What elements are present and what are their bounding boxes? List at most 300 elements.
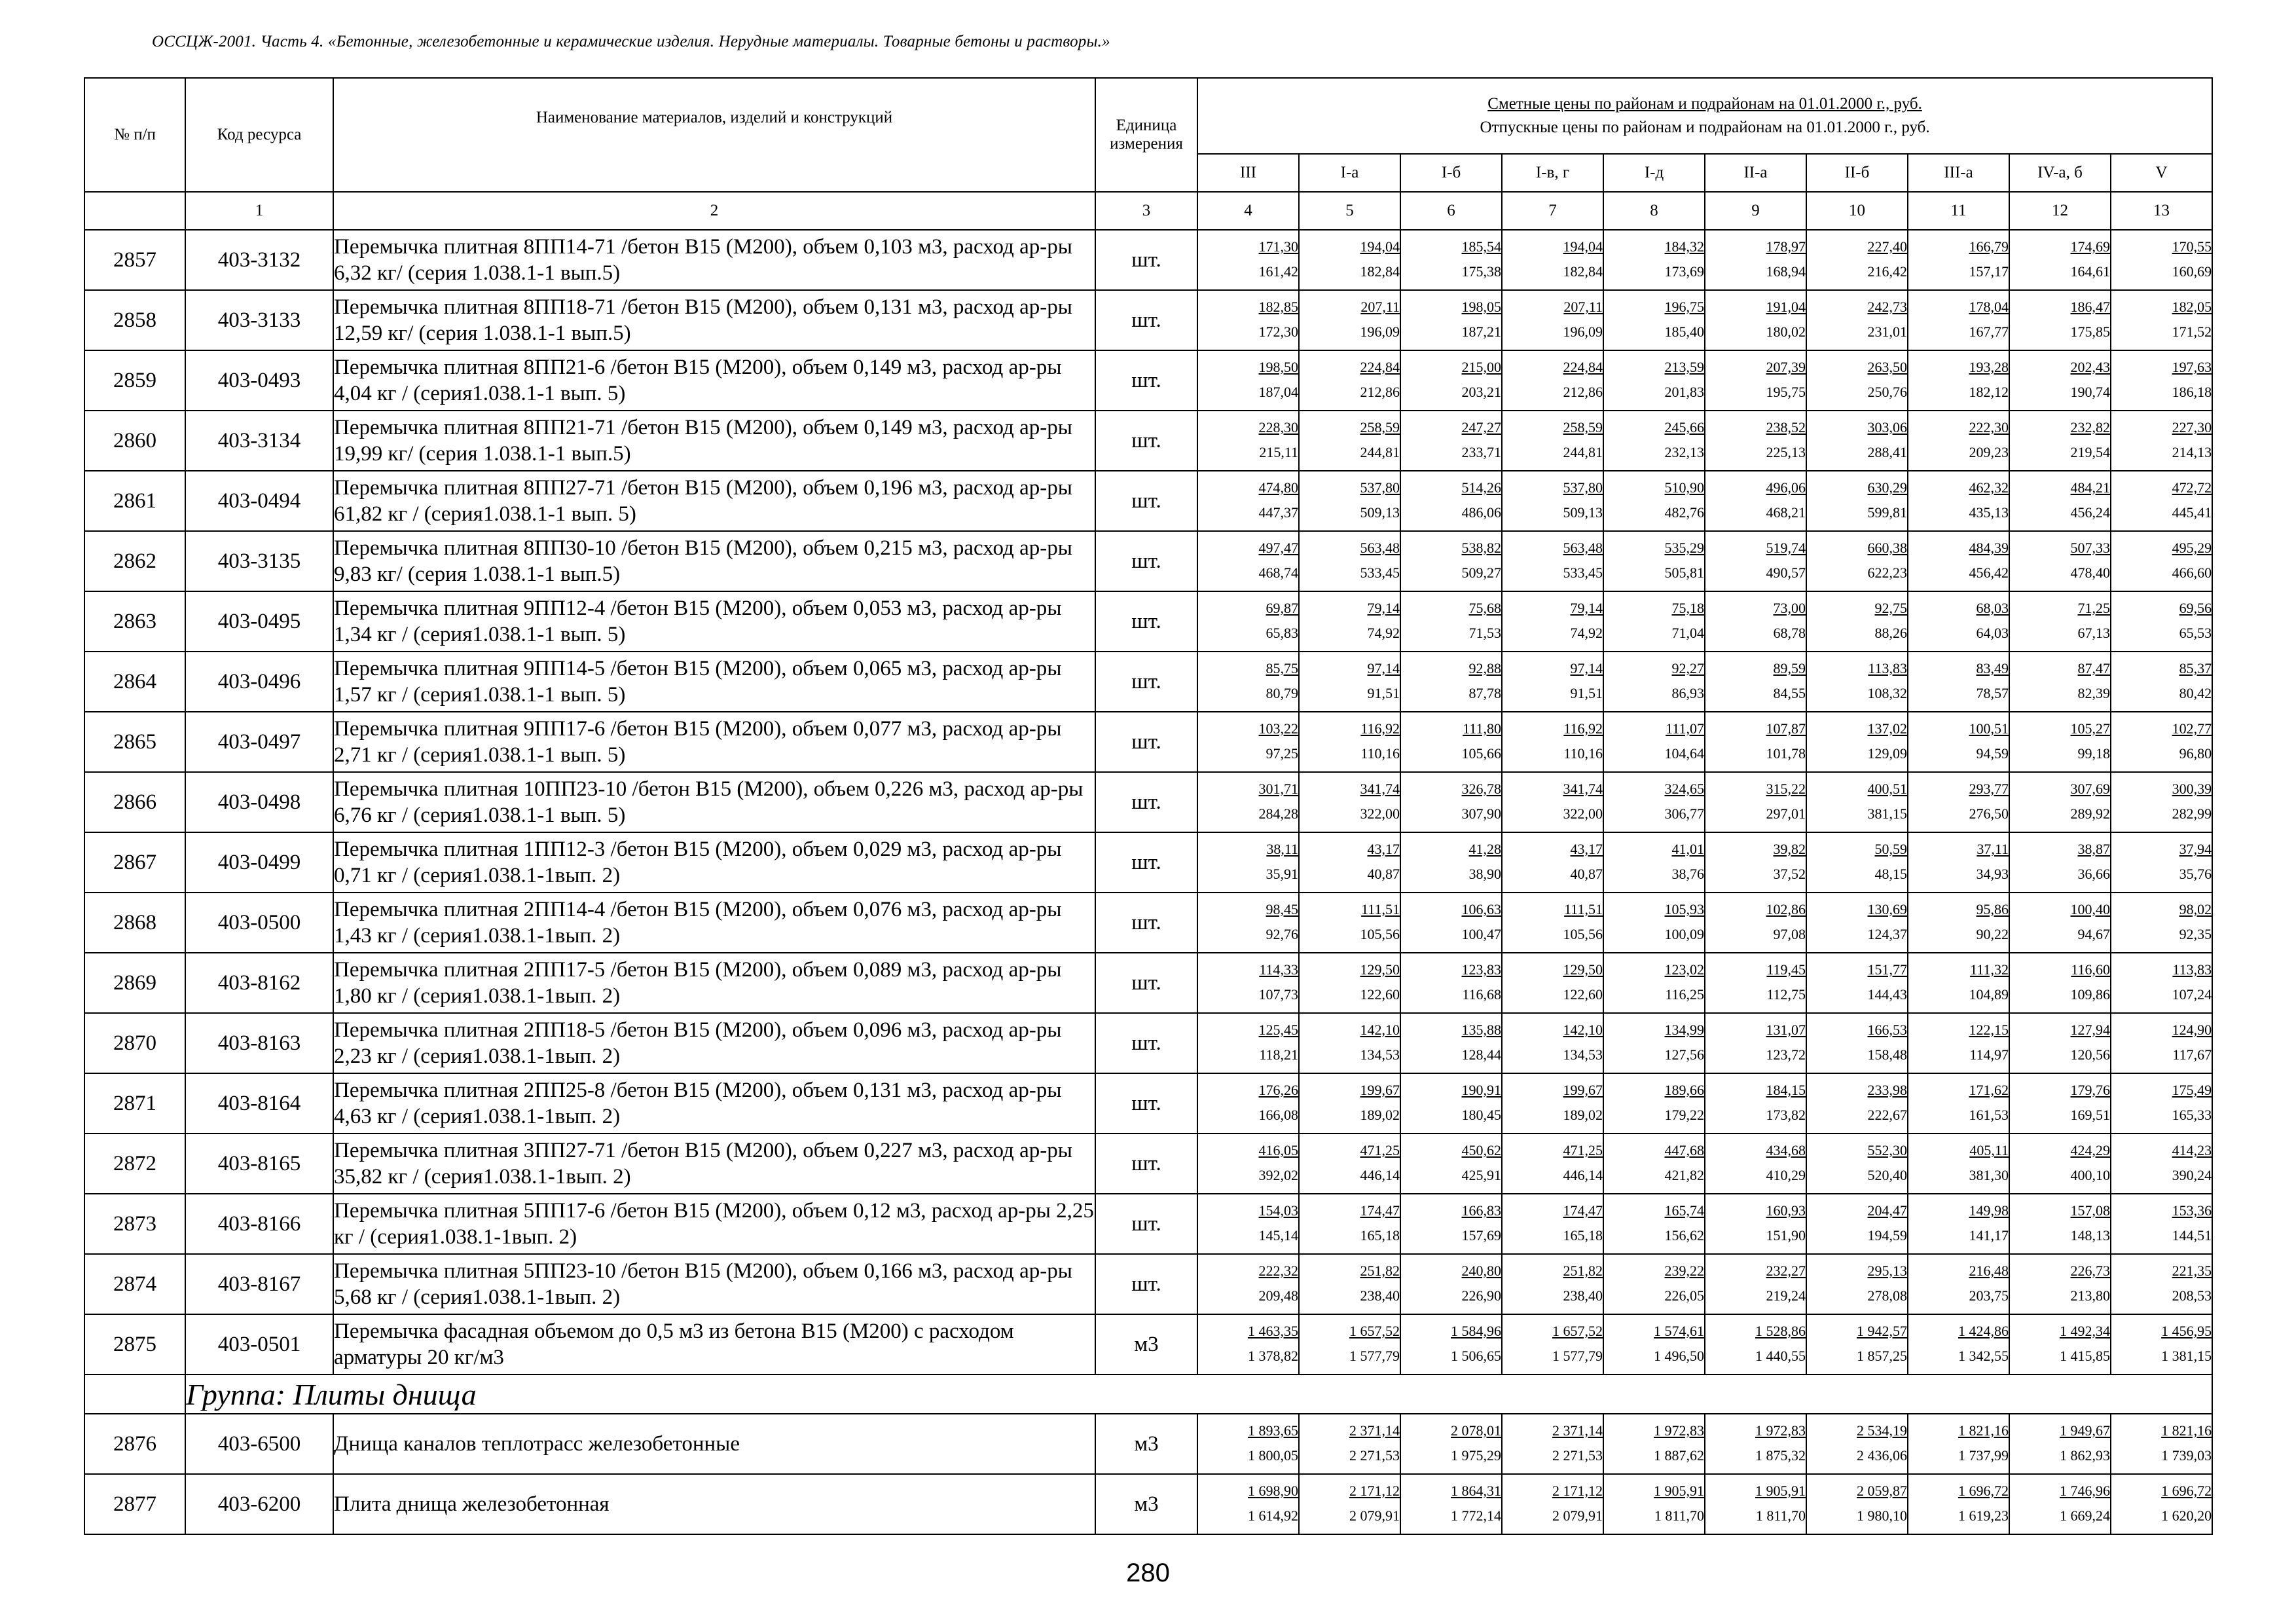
- release-price: 165,33: [2172, 1107, 2212, 1123]
- release-price: 209,23: [1969, 444, 2009, 460]
- price-cell: [1806, 1194, 1908, 1254]
- release-price: 222,67: [1867, 1107, 1907, 1123]
- estimate-price: 1 463,35: [1248, 1323, 1298, 1339]
- release-price: 122,60: [1360, 986, 1400, 1003]
- estimate-price: 111,51: [1564, 901, 1603, 917]
- price-cell: [1197, 1013, 1299, 1073]
- price-cell: [2111, 591, 2212, 652]
- estimate-price: 224,84: [1563, 359, 1603, 375]
- price-cell: [1299, 1073, 1400, 1134]
- price-cell: [1908, 1414, 2009, 1474]
- release-price: 1 980,10: [1857, 1507, 1907, 1524]
- release-price: 97,25: [1266, 745, 1298, 762]
- price-cell: [1299, 772, 1400, 832]
- estimate-price: 79,14: [1367, 600, 1400, 616]
- release-price: 189,02: [1563, 1107, 1603, 1123]
- material-name: Перемычка фасадная объемом до 0,5 м3 из бетона В15 (М200) с расходом арматуры 20 кг/м3: [333, 1314, 1095, 1375]
- release-price: 92,35: [2179, 926, 2212, 942]
- price-cell: [1400, 411, 1502, 471]
- row-number: 2869: [84, 953, 185, 1013]
- release-price: 110,16: [1563, 745, 1603, 762]
- material-name: Перемычка плитная 9ПП17-6 /бетон В15 (М200), объем 0,077 м3, расход ар-ры 2,71 кг / (серия1.038.1-1 вып. 5): [333, 712, 1095, 772]
- resource-code: 403-8164: [185, 1073, 333, 1134]
- price-cell: [1502, 893, 1603, 953]
- price-cell: [1502, 1254, 1603, 1314]
- release-price: 117,67: [2172, 1046, 2212, 1063]
- estimate-price: 222,30: [1969, 419, 2009, 435]
- price-cell: [1197, 1254, 1299, 1314]
- release-price: 226,90: [1461, 1287, 1501, 1304]
- release-price: 180,02: [1766, 323, 1806, 340]
- estimate-price: 111,80: [1463, 720, 1501, 737]
- estimate-price: 166,53: [1867, 1022, 1907, 1038]
- release-price: 104,64: [1664, 745, 1704, 762]
- material-name: Перемычка плитная 9ПП14-5 /бетон В15 (М200), объем 0,065 м3, расход ар-ры 1,57 кг / (серия1.038.1-1 вып. 5): [333, 652, 1095, 712]
- release-price: 322,00: [1360, 805, 1400, 822]
- release-price: 157,69: [1461, 1227, 1501, 1244]
- estimate-price: 535,29: [1664, 540, 1704, 556]
- release-price: 65,83: [1266, 625, 1298, 641]
- price-cell: [2009, 591, 2111, 652]
- release-price: 87,78: [1468, 685, 1501, 701]
- price-cell: [2009, 1474, 2111, 1534]
- price-cell: [1400, 1474, 1502, 1534]
- release-price: 74,92: [1570, 625, 1603, 641]
- estimate-price: 175,49: [2172, 1082, 2212, 1098]
- release-price: 166,08: [1258, 1107, 1298, 1123]
- release-price: 1 577,79: [1552, 1348, 1603, 1364]
- price-cell: [1603, 1013, 1705, 1073]
- group-title: Группа: Плиты днища: [185, 1375, 2212, 1414]
- release-price: 1 506,65: [1451, 1348, 1501, 1364]
- release-price: 114,97: [1969, 1046, 2009, 1063]
- price-cell: [2111, 290, 2212, 350]
- estimate-price: 113,83: [2172, 961, 2212, 978]
- estimate-price: 125,45: [1258, 1022, 1298, 1038]
- material-name: Перемычка плитная 8ПП27-71 /бетон В15 (М200), объем 0,196 м3, расход ар-ры 61,82 кг / (серия1.038.1-1 вып. 5): [333, 471, 1095, 531]
- release-price: 88,26: [1874, 625, 1907, 641]
- row-number: 2861: [84, 471, 185, 531]
- price-cell: [1502, 350, 1603, 411]
- price-cell: [1705, 471, 1806, 531]
- region-header: II-а: [1705, 154, 1806, 192]
- estimate-price: 107,87: [1766, 720, 1806, 737]
- release-price: 2 271,53: [1349, 1447, 1400, 1464]
- unit-of-measure: шт.: [1095, 591, 1197, 652]
- release-price: 421,82: [1664, 1167, 1704, 1183]
- price-cell: [1502, 1474, 1603, 1534]
- price-cell: [1908, 290, 2009, 350]
- price-cell: [1806, 1254, 1908, 1314]
- estimate-price: 221,35: [2172, 1263, 2212, 1279]
- release-price: 307,90: [1461, 805, 1501, 822]
- estimate-price: 122,15: [1969, 1022, 2009, 1038]
- release-price: 238,40: [1360, 1287, 1400, 1304]
- estimate-price: 232,82: [2070, 419, 2110, 435]
- unit-of-measure: шт.: [1095, 1013, 1197, 1073]
- release-price: 466,60: [2172, 564, 2212, 581]
- estimate-price: 39,82: [1773, 841, 1806, 857]
- estimate-price: 447,68: [1664, 1142, 1704, 1158]
- price-cell: [1806, 531, 1908, 591]
- release-price: 400,10: [2070, 1167, 2110, 1183]
- release-price: 1 381,15: [2161, 1348, 2212, 1364]
- estimate-price: 1 905,91: [1654, 1483, 1704, 1499]
- release-price: 456,24: [2070, 504, 2110, 521]
- price-cell: [1705, 1254, 1806, 1314]
- table-row: [84, 471, 2212, 531]
- price-cell: [1806, 652, 1908, 712]
- estimate-price: 414,23: [2172, 1142, 2212, 1158]
- estimate-price: 2 078,01: [1451, 1422, 1501, 1439]
- column-number: 6: [1400, 192, 1502, 230]
- price-cell: [1603, 1474, 1705, 1534]
- estimate-price: 507,33: [2070, 540, 2110, 556]
- estimate-price: 129,50: [1360, 961, 1400, 978]
- estimate-price: 119,45: [1766, 961, 1806, 978]
- release-price: 447,37: [1258, 504, 1298, 521]
- resource-code: 403-8165: [185, 1134, 333, 1194]
- price-cell: [2111, 652, 2212, 712]
- price-cell: [2111, 531, 2212, 591]
- estimate-price: 1 821,16: [2161, 1422, 2212, 1439]
- release-price: 128,44: [1461, 1046, 1501, 1063]
- release-price: 36,66: [2077, 866, 2110, 882]
- price-cell: [1603, 230, 1705, 290]
- estimate-price: 472,72: [2172, 479, 2212, 496]
- release-price: 1 496,50: [1654, 1348, 1704, 1364]
- price-cell: [2009, 772, 2111, 832]
- price-cell: [1197, 230, 1299, 290]
- estimate-price: 179,76: [2070, 1082, 2110, 1098]
- price-cell: [2009, 531, 2111, 591]
- price-cell: [1502, 531, 1603, 591]
- release-price: 38,76: [1671, 866, 1704, 882]
- table-row: [84, 1194, 2212, 1254]
- release-price: 145,14: [1258, 1227, 1298, 1244]
- price-cell: [1806, 471, 1908, 531]
- price-cell: [1502, 953, 1603, 1013]
- release-price: 478,40: [2070, 564, 2110, 581]
- group-spacer: [84, 1375, 185, 1414]
- table-row: [84, 1314, 2212, 1375]
- estimate-price: 295,13: [1867, 1263, 1907, 1279]
- price-cell: [1299, 712, 1400, 772]
- release-price: 86,93: [1671, 685, 1704, 701]
- estimate-price: 199,67: [1563, 1082, 1603, 1098]
- estimate-price: 134,99: [1664, 1022, 1704, 1038]
- estimate-price: 1 821,16: [1958, 1422, 2009, 1439]
- estimate-price: 495,29: [2172, 540, 2212, 556]
- release-price: 108,32: [1867, 685, 1907, 701]
- region-header: V: [2111, 154, 2212, 192]
- release-price: 288,41: [1867, 444, 1907, 460]
- estimate-price: 38,11: [1266, 841, 1298, 857]
- estimate-price: 301,71: [1258, 781, 1298, 797]
- release-price: 456,42: [1969, 564, 2009, 581]
- row-number: 2867: [84, 832, 185, 893]
- estimate-price: 142,10: [1563, 1022, 1603, 1038]
- price-cell: [1197, 1194, 1299, 1254]
- estimate-price: 1 696,72: [2161, 1483, 2212, 1499]
- estimate-price: 660,38: [1867, 540, 1907, 556]
- release-price: 127,56: [1664, 1046, 1704, 1063]
- table-row: [84, 290, 2212, 350]
- row-number: 2875: [84, 1314, 185, 1375]
- price-cell: [2009, 1194, 2111, 1254]
- estimate-price: 238,52: [1766, 419, 1806, 435]
- estimate-price: 228,30: [1258, 419, 1298, 435]
- price-cell: [1400, 591, 1502, 652]
- price-cell: [1197, 350, 1299, 411]
- estimate-price: 154,03: [1258, 1202, 1298, 1219]
- table-row: [84, 893, 2212, 953]
- column-number: 13: [2111, 192, 2212, 230]
- release-price: 203,75: [1969, 1287, 2009, 1304]
- price-cell: [1705, 652, 1806, 712]
- price-cell: [1400, 712, 1502, 772]
- estimate-price: 170,55: [2172, 238, 2212, 255]
- unit-of-measure: шт.: [1095, 290, 1197, 350]
- release-price: 161,53: [1969, 1107, 2009, 1123]
- estimate-price: 75,18: [1671, 600, 1704, 616]
- release-price: 1 811,70: [1755, 1507, 1806, 1524]
- estimate-price: 79,14: [1570, 600, 1603, 616]
- estimate-price: 240,80: [1461, 1263, 1501, 1279]
- release-price: 82,39: [2077, 685, 2110, 701]
- price-cell: [1908, 1134, 2009, 1194]
- release-price: 107,24: [2172, 986, 2212, 1003]
- estimate-price: 186,47: [2070, 299, 2110, 315]
- estimate-price: 198,50: [1258, 359, 1298, 375]
- estimate-price: 37,94: [2179, 841, 2212, 857]
- estimate-price: 69,87: [1266, 600, 1298, 616]
- price-cell: [1705, 772, 1806, 832]
- release-price: 158,48: [1867, 1046, 1907, 1063]
- column-number: 3: [1095, 192, 1197, 230]
- price-cell: [2111, 350, 2212, 411]
- price-cell: [1502, 1194, 1603, 1254]
- price-cell: [1603, 652, 1705, 712]
- price-cell: [1806, 591, 1908, 652]
- estimate-price: 123,83: [1461, 961, 1501, 978]
- price-cell: [1400, 230, 1502, 290]
- estimate-price: 204,47: [1867, 1202, 1907, 1219]
- release-price: 38,90: [1468, 866, 1501, 882]
- release-price: 435,13: [1969, 504, 2009, 521]
- material-name: Днища каналов теплотрасс железобетонные: [333, 1414, 1095, 1474]
- estimate-price: 303,06: [1867, 419, 1907, 435]
- price-cell: [2009, 230, 2111, 290]
- estimate-price: 116,92: [1360, 720, 1400, 737]
- prices-title-release: Отпускные цены по районам и подрайонам на 01.01.2000 г., руб.: [1480, 119, 1930, 136]
- region-header: I-б: [1400, 154, 1502, 192]
- price-cell: [1705, 1194, 1806, 1254]
- material-name: Перемычка плитная 5ПП17-6 /бетон В15 (М200), объем 0,12 м3, расход ар-ры 2,25 кг / (серия1.038.1-1вып. 2): [333, 1194, 1095, 1254]
- unit-of-measure: шт.: [1095, 712, 1197, 772]
- estimate-price: 111,32: [1970, 961, 2009, 978]
- release-price: 118,21: [1259, 1046, 1298, 1063]
- estimate-price: 233,98: [1867, 1082, 1907, 1098]
- release-price: 1 415,85: [2060, 1348, 2110, 1364]
- price-cell: [1603, 712, 1705, 772]
- estimate-price: 1 657,52: [1349, 1323, 1400, 1339]
- price-cell: [2111, 772, 2212, 832]
- price-cell: [1908, 1314, 2009, 1375]
- price-cell: [1705, 712, 1806, 772]
- release-price: 468,74: [1258, 564, 1298, 581]
- table-row: [84, 712, 2212, 772]
- estimate-price: 245,66: [1664, 419, 1704, 435]
- release-price: 1 614,92: [1248, 1507, 1298, 1524]
- release-price: 1 857,25: [1857, 1348, 1907, 1364]
- price-cell: [1197, 1134, 1299, 1194]
- price-cell: [1502, 1134, 1603, 1194]
- estimate-price: 2 371,14: [1552, 1422, 1603, 1439]
- price-cell: [1502, 832, 1603, 893]
- release-price: 101,78: [1766, 745, 1806, 762]
- release-price: 509,27: [1461, 564, 1501, 581]
- release-price: 490,57: [1766, 564, 1806, 581]
- estimate-price: 1 492,34: [2060, 1323, 2110, 1339]
- release-price: 1 811,70: [1654, 1507, 1704, 1524]
- resource-code: 403-0498: [185, 772, 333, 832]
- estimate-price: 171,30: [1258, 238, 1298, 255]
- release-price: 124,37: [1867, 926, 1907, 942]
- estimate-price: 43,17: [1367, 841, 1400, 857]
- unit-of-measure: м3: [1095, 1474, 1197, 1534]
- row-number: 2872: [84, 1134, 185, 1194]
- price-cell: [2009, 712, 2111, 772]
- release-price: 212,86: [1563, 384, 1603, 400]
- column-number: 7: [1502, 192, 1603, 230]
- estimate-price: 182,05: [2172, 299, 2212, 315]
- estimate-price: 83,49: [1976, 660, 2009, 676]
- release-price: 622,23: [1867, 564, 1907, 581]
- price-cell: [1806, 1013, 1908, 1073]
- estimate-price: 1 424,86: [1958, 1323, 2009, 1339]
- material-name: Перемычка плитная 5ПП23-10 /бетон В15 (М200), объем 0,166 м3, расход ар-ры 5,68 кг / (серия1.038.1-1вып. 2): [333, 1254, 1095, 1314]
- estimate-price: 341,74: [1563, 781, 1603, 797]
- release-price: 216,42: [1867, 263, 1907, 280]
- release-price: 2 436,06: [1857, 1447, 1907, 1464]
- estimate-price: 111,07: [1666, 720, 1704, 737]
- release-price: 381,30: [1969, 1167, 2009, 1183]
- release-price: 173,82: [1766, 1107, 1806, 1123]
- release-price: 182,84: [1360, 263, 1400, 280]
- price-cell: [1299, 1254, 1400, 1314]
- row-number: 2860: [84, 411, 185, 471]
- price-cell: [1908, 411, 2009, 471]
- price-cell: [1400, 832, 1502, 893]
- price-cell: [1400, 772, 1502, 832]
- price-cell: [1502, 652, 1603, 712]
- release-price: 120,56: [2070, 1046, 2110, 1063]
- release-price: 134,53: [1360, 1046, 1400, 1063]
- price-cell: [1400, 350, 1502, 411]
- release-price: 1 887,62: [1654, 1447, 1704, 1464]
- estimate-price: 100,51: [1969, 720, 2009, 737]
- estimate-price: 149,98: [1969, 1202, 2009, 1219]
- estimate-price: 300,39: [2172, 781, 2212, 797]
- price-cell: [1908, 471, 2009, 531]
- estimate-price: 563,48: [1360, 540, 1400, 556]
- price-cell: [1705, 591, 1806, 652]
- price-cell: [1806, 290, 1908, 350]
- resource-code: 403-6500: [185, 1414, 333, 1474]
- release-price: 104,89: [1969, 986, 2009, 1003]
- resource-code: 403-8167: [185, 1254, 333, 1314]
- row-number: 2863: [84, 591, 185, 652]
- release-price: 112,75: [1766, 986, 1806, 1003]
- price-cell: [2111, 471, 2212, 531]
- price-cell: [1908, 531, 2009, 591]
- price-cell: [1400, 1314, 1502, 1375]
- region-header: IV-а, б: [2009, 154, 2111, 192]
- price-cell: [1502, 1013, 1603, 1073]
- price-cell: [1603, 1254, 1705, 1314]
- price-cell: [1806, 712, 1908, 772]
- estimate-price: 130,69: [1867, 901, 1907, 917]
- release-price: 1 669,24: [2060, 1507, 2110, 1524]
- price-cell: [1197, 531, 1299, 591]
- release-price: 233,71: [1461, 444, 1501, 460]
- price-cell: [1400, 953, 1502, 1013]
- estimate-price: 1 949,67: [2060, 1422, 2110, 1439]
- release-price: 182,84: [1563, 263, 1603, 280]
- estimate-price: 92,75: [1874, 600, 1907, 616]
- header-prices: [1197, 78, 2212, 154]
- estimate-price: 174,47: [1360, 1202, 1400, 1219]
- release-price: 214,13: [2172, 444, 2212, 460]
- table-row: [84, 1134, 2212, 1194]
- price-cell: [2009, 471, 2111, 531]
- price-cell: [1908, 893, 2009, 953]
- price-cell: [1502, 1314, 1603, 1375]
- estimate-price: 171,62: [1969, 1082, 2009, 1098]
- estimate-price: 38,87: [2077, 841, 2110, 857]
- estimate-price: 137,02: [1867, 720, 1907, 737]
- price-cell: [1502, 712, 1603, 772]
- price-cell: [1603, 591, 1705, 652]
- price-cell: [1400, 1134, 1502, 1194]
- estimate-price: 73,00: [1773, 600, 1806, 616]
- release-price: 520,40: [1867, 1167, 1907, 1183]
- release-price: 80,79: [1266, 685, 1298, 701]
- estimate-price: 1 942,57: [1857, 1323, 1907, 1339]
- price-cell: [2111, 1414, 2212, 1474]
- release-price: 219,24: [1766, 1287, 1806, 1304]
- release-price: 96,80: [2179, 745, 2212, 762]
- price-cell: [1400, 893, 1502, 953]
- price-cell: [2111, 1134, 2212, 1194]
- release-price: 171,52: [2172, 323, 2212, 340]
- price-cell: [1603, 1194, 1705, 1254]
- price-cell: [1705, 1314, 1806, 1375]
- running-head: ОССЦЖ-2001. Часть 4. «Бетонные, железобетонные и керамические изделия. Нерудные материалы. Товарные бетоны и растворы.»: [152, 33, 1110, 50]
- estimate-price: 1 893,65: [1248, 1422, 1298, 1439]
- estimate-price: 258,59: [1360, 419, 1400, 435]
- price-cell: [1908, 1254, 2009, 1314]
- price-cell: [1705, 953, 1806, 1013]
- unit-of-measure: шт.: [1095, 350, 1197, 411]
- price-cell: [1908, 591, 2009, 652]
- price-cell: [1806, 1414, 1908, 1474]
- price-cell: [1400, 652, 1502, 712]
- release-price: 1 342,55: [1958, 1348, 2009, 1364]
- release-price: 175,38: [1461, 263, 1501, 280]
- price-cell: [2111, 953, 2212, 1013]
